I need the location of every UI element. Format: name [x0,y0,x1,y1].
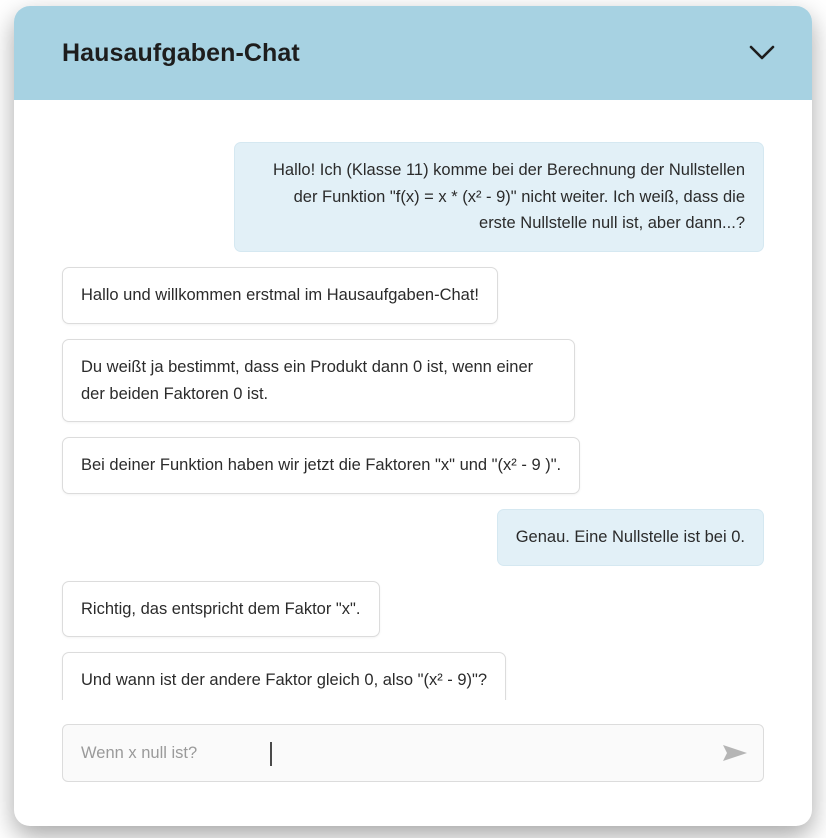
bot-message-bubble: Und wann ist der andere Faktor gleich 0, also "(x² - 9)"? [62,652,506,700]
page-title: Hausaufgaben-Chat [62,38,300,67]
bot-message-bubble: Hallo und willkommen erstmal im Hausaufgaben-Chat! [62,267,498,324]
message-row [62,267,764,324]
bot-message-bubble: Richtig, das entspricht dem Faktor "x". [62,581,380,638]
text-caret [270,742,272,766]
message-input-wrapper[interactable] [62,724,764,782]
chat-window [14,6,812,826]
message-row [62,509,764,566]
chevron-down-icon [749,45,775,61]
message-list [14,100,812,700]
send-button[interactable] [707,725,763,781]
chat-header [14,6,812,100]
message-row [62,142,764,252]
message-row [62,581,764,638]
user-message-bubble: Genau. Eine Nullstelle ist bei 0. [497,509,764,566]
bot-message-bubble: Du weißt ja bestimmt, dass ein Produkt dann 0 ist, wenn einer der beiden Faktoren 0 ist. [62,339,575,422]
message-row [62,437,764,494]
message-row [62,652,764,700]
user-message-bubble: Hallo! Ich (Klasse 11) komme bei der Berechnung der Nullstellen der Funktion "f(x) = x * (x² - 9)" nicht weiter. Ich weiß, dass die erste Nullstelle null ist, aber dann...? [234,142,764,252]
message-row [62,339,764,422]
send-arrow-icon [720,742,750,764]
message-input[interactable] [63,725,707,781]
bot-message-bubble: Bei deiner Funktion haben wir jetzt die Faktoren "x" und "(x² - 9 )". [62,437,580,494]
collapse-button[interactable] [742,33,782,73]
chat-composer [14,700,812,826]
